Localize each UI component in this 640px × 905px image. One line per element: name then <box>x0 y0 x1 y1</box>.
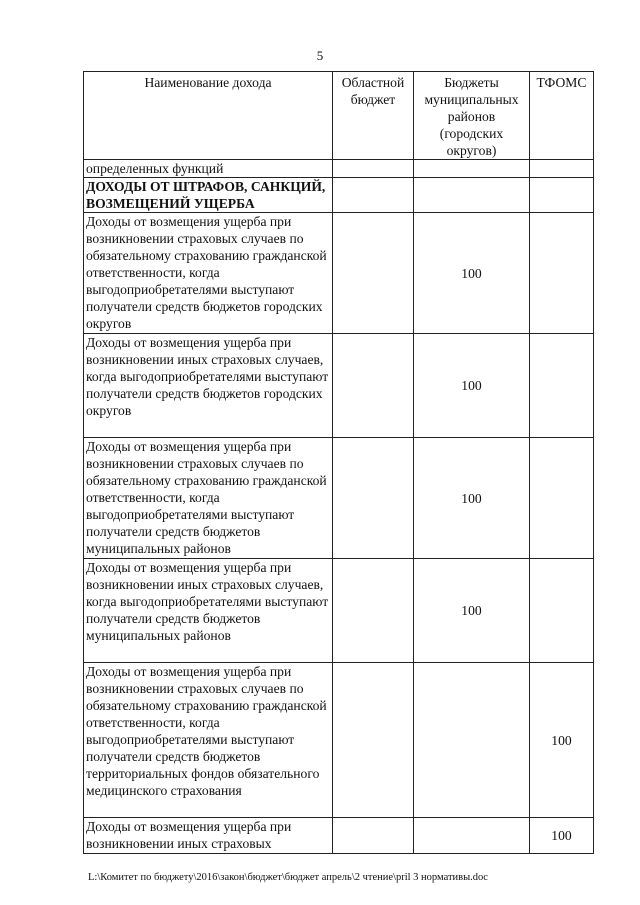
municipal-value-cell: 100 <box>414 559 530 663</box>
section-title-cell: ДОХОДЫ ОТ ШТРАФОВ, САНКЦИЙ, ВОЗМЕЩЕНИЙ УЩЕРБА <box>84 178 333 213</box>
municipal-value-cell <box>414 160 530 178</box>
revenue-name-cell: Доходы от возмещения ущерба при возникновении страховых случаев по обязательному страхованию гражданской ответственности, когда выгодоприобретателями выступают получатели средств бюджетов территориальных фондов обязательного медицинского страхования <box>84 663 333 818</box>
regional-value-cell <box>333 213 414 334</box>
table-header-row <box>84 72 594 160</box>
table-row <box>84 160 594 178</box>
tfoms-value-cell <box>530 438 594 559</box>
header-municipal-budgets: Бюджеты муниципальных районов (городских округов) <box>414 72 530 160</box>
revenue-name-cell: Доходы от возмещения ущерба при возникновении страховых случаев по обязательному страхованию гражданской ответственности, когда выгодоприобретателями выступают получатели средств бюджетов муниципальных районов <box>84 438 333 559</box>
document-file-path: L:\Комитет по бюджету\2016\закон\бюджет\бюджет апрель\2 чтение\pril 3 нормативы.doc <box>88 872 488 883</box>
tfoms-value-cell <box>530 178 594 213</box>
regional-value-cell <box>333 334 414 438</box>
table-row <box>84 438 594 559</box>
revenue-name-cell: Доходы от возмещения ущерба при возникновении иных страховых случаев, когда выгодоприобретателями выступают получатели средств бюджетов городских округов <box>84 334 333 438</box>
table-row <box>84 213 594 334</box>
table-row <box>84 818 594 854</box>
revenue-name-cell: Доходы от возмещения ущерба при возникновении страховых случаев по обязательному страхованию гражданской ответственности, когда выгодоприобретателями выступают получатели средств бюджетов городских округов <box>84 213 333 334</box>
municipal-value-cell <box>414 178 530 213</box>
header-tfoms: ТФОМС <box>530 72 594 160</box>
revenue-name-cell: Доходы от возмещения ущерба при возникновении иных страховых <box>84 818 333 854</box>
municipal-value-cell <box>414 818 530 854</box>
page-number: 5 <box>316 48 324 63</box>
header-revenue-name: Наименование дохода <box>84 72 333 160</box>
regional-value-cell <box>333 438 414 559</box>
section-row <box>84 178 594 213</box>
municipal-value-cell: 100 <box>414 334 530 438</box>
tfoms-value-cell <box>530 160 594 178</box>
tfoms-value-cell: 100 <box>530 818 594 854</box>
regional-value-cell <box>333 559 414 663</box>
municipal-value-cell <box>414 663 530 818</box>
municipal-value-cell: 100 <box>414 438 530 559</box>
revenue-standards-table <box>83 71 594 854</box>
tfoms-value-cell <box>530 334 594 438</box>
table-row <box>84 663 594 818</box>
table-row <box>84 334 594 438</box>
regional-value-cell <box>333 663 414 818</box>
table-row <box>84 559 594 663</box>
tfoms-value-cell <box>530 213 594 334</box>
regional-value-cell <box>333 818 414 854</box>
revenue-name-cell: Доходы от возмещения ущерба при возникновении иных страховых случаев, когда выгодоприобретателями выступают получатели средств бюджетов муниципальных районов <box>84 559 333 663</box>
regional-value-cell <box>333 178 414 213</box>
tfoms-value-cell <box>530 559 594 663</box>
tfoms-value-cell: 100 <box>530 663 594 818</box>
revenue-name-cell: определенных функций <box>84 160 333 178</box>
header-regional-budget: Областной бюджет <box>333 72 414 160</box>
regional-value-cell <box>333 160 414 178</box>
municipal-value-cell: 100 <box>414 213 530 334</box>
